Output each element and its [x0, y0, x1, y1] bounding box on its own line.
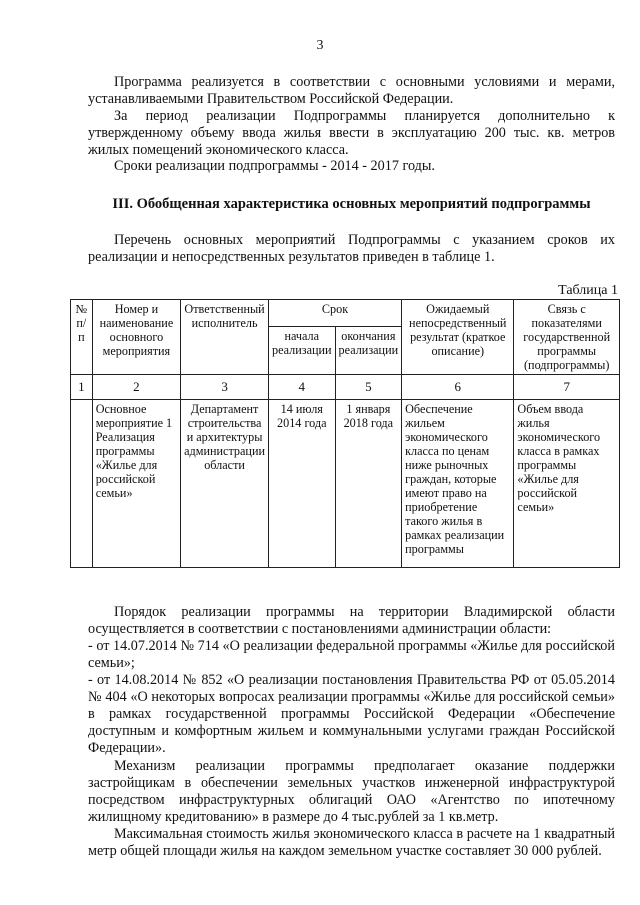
header-num: № п/п	[71, 300, 93, 375]
header-start: начала реализации	[268, 327, 335, 375]
body-paragraph-max-cost: Максимальная стоимость жилья экономического класса в расчете на 1 квадратный метр общей площади жилья на каждом земельном участке составляет 30 000 рублей.	[88, 826, 615, 859]
header-end: окончания реализации	[335, 327, 402, 375]
col-number: 7	[514, 375, 620, 400]
cell-link: Объем ввода жилья экономического класса в рамках программы «Жилье для российской семьи»	[514, 400, 620, 568]
cell-start: 14 июля 2014 года	[268, 400, 335, 568]
table-column-numbers-row	[71, 375, 620, 400]
intro-paragraph-conditions: Программа реализуется в соответствии с основными условиями и мерами, устанавливаемыми Правительством Российской Федерации.	[88, 74, 615, 107]
section-heading: III. Обобщенная характеристика основных мероприятий подпрограммы	[112, 196, 591, 212]
cell-name: Основное мероприятие 1 Реализация программы «Жилье для российской семьи»	[92, 400, 180, 568]
cell-num	[71, 400, 93, 568]
col-number: 1	[71, 375, 93, 400]
header-name: Номер и наименование основного мероприятия	[92, 300, 180, 375]
table-caption: Таблица 1	[558, 283, 618, 298]
page-number: 3	[316, 38, 324, 53]
intro-paragraph-volume: За период реализации Подпрограммы планируется дополнительно к утвержденному объему ввода жилья ввести в эксплуатацию 200 тыс. кв. метров жилых помещений экономического класса.	[88, 108, 615, 158]
col-number: 5	[335, 375, 402, 400]
col-number: 6	[402, 375, 514, 400]
body-paragraph-order: Порядок реализации программы на территории Владимирской области осуществляется в соответствии с постановлениями администрации области:	[88, 604, 615, 637]
col-number: 2	[92, 375, 180, 400]
cell-responsible: Департамент строительства и архитектуры администрации области	[181, 400, 269, 568]
body-paragraph-decree-852: - от 14.08.2014 № 852 «О реализации постановления Правительства РФ от 05.05.2014 № 404 «О некоторых вопросах реализации программы «Жилье для российской семьи» в рамках государственной программы Российской Федерации «Обеспечение доступным и комфортным жильем и коммунальными услугами граждан Российской Федерации».	[88, 672, 615, 756]
table-row	[71, 400, 620, 568]
body-paragraph-decree-714: - от 14.07.2014 № 714 «О реализации федеральной программы «Жилье для российской семьи»;	[88, 638, 615, 671]
table-header-row	[71, 300, 620, 327]
body-paragraph-mechanism: Механизм реализации программы предполагает оказание поддержки застройщикам в обеспечении земельных участков инженерной инфраструктурой посредством инфраструктурных облигаций ОАО «Агентство по ипотечному жилищному кредитованию» в размере до 4 тыс.рублей за 1 кв.метр.	[88, 758, 615, 825]
header-result: Ожидаемый непосредственный результат (краткое описание)	[402, 300, 514, 375]
measures-table	[70, 299, 620, 568]
col-number: 4	[268, 375, 335, 400]
header-period: Срок	[268, 300, 401, 327]
section-intro-paragraph: Перечень основных мероприятий Подпрограммы с указанием сроков их реализации и непосредственных результатов приведен в таблице 1.	[88, 232, 615, 265]
header-responsible: Ответственный исполнитель	[181, 300, 269, 375]
cell-result: Обеспечение жильем экономического класса по ценам ниже рыночных граждан, которые имеют право на приобретение такого жилья в рамках реализации программы	[402, 400, 514, 568]
intro-paragraph-period: Сроки реализации подпрограммы - 2014 - 2017 годы.	[114, 158, 435, 174]
col-number: 3	[181, 375, 269, 400]
header-link: Связь с показателями государственной программы (подпрограммы)	[514, 300, 620, 375]
cell-end: 1 января 2018 года	[335, 400, 402, 568]
